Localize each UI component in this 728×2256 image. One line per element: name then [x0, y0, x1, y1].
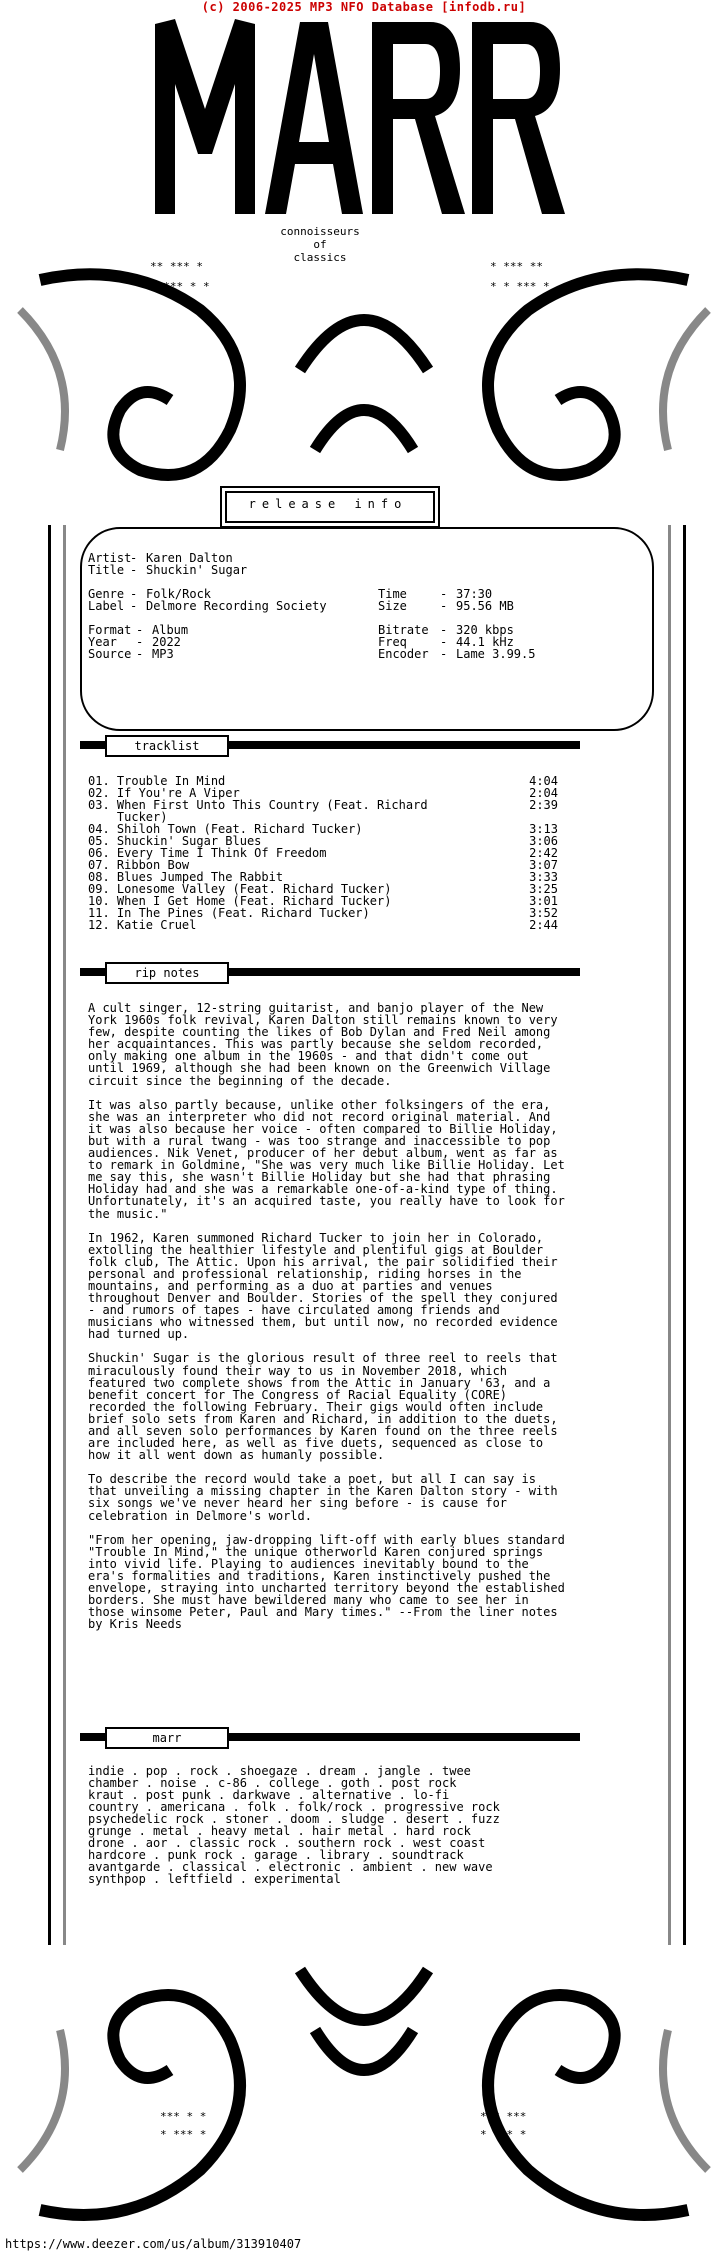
- track-duration: 3:52: [529, 906, 558, 920]
- rip-notes-paragraph: It was also partly because, unlike other folksingers of the era, she was an interpreter who did not record original material. And it was also because her voice - often compared to Billie Holiday, but with a rural twang - was too strange and inaccessible to pop audiences. Nik Venet, producer of her debut album, went as far as to remark in Goldmine, "She was very much like Billie Holiday. Let me say this, she wasn't Billie Holiday but she had that phrasing Holiday had and she was a remarkable one-of-a-kind type of thing. Unfortunately, it's an acquired taste, you really have to look for the music.": [88, 1097, 565, 1221]
- track-duration: 3:01: [529, 894, 558, 908]
- svg-text:* *** *: * *** *: [480, 2128, 527, 2141]
- genre-tag-line: psychedelic rock . stoner . doom . sludge . desert . fuzz: [88, 1812, 500, 1826]
- bitrate-value: 320 kbps: [456, 623, 514, 637]
- artist-value: Karen Dalton: [146, 551, 233, 565]
- artist-dash: -: [130, 551, 138, 565]
- svg-text:* *** * *: * *** * *: [150, 280, 210, 293]
- bitrate-label: Bitrate: [378, 623, 429, 637]
- track-title: 09. Lonesome Valley (Feat. Richard Tucker): [88, 882, 392, 896]
- genre-dash: -: [130, 587, 138, 601]
- artist-label: Artist: [88, 551, 132, 565]
- top-ornament-art: [0, 250, 728, 520]
- genre-tag-line: chamber . noise . c-86 . college . goth . post rock: [88, 1776, 457, 1790]
- left-rail: [48, 525, 66, 1945]
- right-rail: [668, 525, 686, 1945]
- track-title: 06. Every Time I Think Of Freedom: [88, 846, 327, 860]
- marr-section-bar: [80, 1727, 580, 1747]
- year-label: Year: [88, 635, 117, 649]
- track-duration: 2:44: [529, 918, 558, 932]
- freq-label: Freq: [378, 635, 407, 649]
- rip-notes-paragraph: To describe the record would take a poet, but all I can say is that unveiling a missing chapter in the Karen Dalton story - with six songs we've never heard her sing before - is cause for celebration in Delmore's world.: [88, 1472, 558, 1523]
- encoder-dash: -: [440, 647, 448, 661]
- track-row: [88, 919, 558, 931]
- album-url-link[interactable]: https://www.deezer.com/us/album/313910407: [5, 2237, 302, 2251]
- track-title: 08. Blues Jumped The Rabbit: [88, 870, 284, 884]
- size-label: Size: [378, 599, 407, 613]
- genre-tag-line: country . americana . folk . folk/rock . progressive rock: [88, 1800, 500, 1814]
- genre-label: Genre: [88, 587, 125, 601]
- track-title: 07. Ribbon Bow: [88, 858, 190, 872]
- source-label: Source: [88, 647, 132, 661]
- track-title: 03. When First Unto This Country (Feat. Richard: [88, 798, 428, 812]
- svg-text:*** * *: *** * *: [160, 2110, 207, 2123]
- svg-text:* *** **: * *** **: [490, 260, 543, 273]
- tagline-line-3: classics: [293, 251, 347, 264]
- marr-logo: [150, 14, 570, 219]
- source-value: MP3: [152, 647, 174, 661]
- year-dash: -: [136, 635, 144, 649]
- format-label: Format: [88, 623, 132, 637]
- encoder-value: Lame 3.99.5: [456, 647, 536, 661]
- track-title: 12. Katie Cruel: [88, 918, 197, 932]
- track-duration: 2:04: [529, 786, 558, 800]
- format-value: Album: [152, 623, 189, 637]
- freq-value: 44.1 kHz: [456, 635, 514, 649]
- track-title: 01. Trouble In Mind: [88, 774, 226, 788]
- rip-notes-paragraph: Shuckin' Sugar is the glorious result of three reel to reels that miraculously found their way to us in November 2018, which featured two complete shows from the Attic in January '63, and a benefit concert for The Congress of Racial Equality (CORE) recorded the following February. Their gigs would often include brief solo sets from Karen and Richard, in addition to the duets, and all seven solo performances by Karen found on the three reels are included here, as well as five duets, sequenced as close to how it all went down as humanly possible.: [88, 1351, 558, 1463]
- genre-tag-line: kraut . post punk . darkwave . alternative . lo-fi: [88, 1788, 450, 1802]
- rip-notes-section-bar: [80, 962, 580, 982]
- size-dash: -: [440, 599, 448, 613]
- svg-text:* * *** *: * * *** *: [490, 280, 550, 293]
- freq-dash: -: [440, 635, 448, 649]
- svg-text:* * ***: * * ***: [480, 2110, 527, 2123]
- marr-heading: marr: [105, 1727, 229, 1749]
- encoder-label: Encoder: [378, 647, 429, 661]
- label-value: Delmore Recording Society: [146, 599, 327, 613]
- size-value: 95.56 MB: [456, 599, 514, 613]
- genre-tag-line: hardcore . punk rock . garage . library . soundtrack: [88, 1848, 464, 1862]
- format-dash: -: [136, 623, 144, 637]
- rip-notes-heading: rip notes: [105, 962, 229, 984]
- tracklist-heading: tracklist: [105, 735, 229, 757]
- source-dash: -: [136, 647, 144, 661]
- track-duration: 2:39: [529, 798, 558, 812]
- copyright-banner: (c) 2006-2025 MP3 NFO Database [infodb.ru]: [201, 0, 527, 14]
- track-title: Tucker): [88, 810, 168, 824]
- bitrate-dash: -: [440, 623, 448, 637]
- year-value: 2022: [152, 635, 181, 649]
- bottom-ornament-art: [0, 1930, 728, 2230]
- tagline-line-2: of: [313, 238, 327, 251]
- track-title: 02. If You're A Viper: [88, 786, 240, 800]
- track-duration: 3:07: [529, 858, 558, 872]
- rip-notes-paragraph: In 1962, Karen summoned Richard Tucker to join her in Colorado, extolling the healthier lifestyle and plentiful gigs at Boulder folk club, The Attic. Upon his arrival, the pair solidified their personal and professional relationship, riding horses in the mountains, and performing as a duo at parties and venues throughout Denver and Boulder. Stories of the spell they conjured - and rumors of tapes - have circulated among friends and musicians who witnessed them, but until now, no recorded evidence had turned up.: [88, 1230, 558, 1342]
- track-duration: 4:04: [529, 774, 558, 788]
- label-dash: -: [130, 599, 138, 613]
- genre-tag-line: grunge . metal . heavy metal . hair metal . hard rock: [88, 1824, 471, 1838]
- title-label: Title: [88, 563, 125, 577]
- time-label: Time: [378, 587, 407, 601]
- genre-tags: [88, 1765, 572, 1885]
- rip-notes-paragraph: A cult singer, 12-string guitarist, and banjo player of the New York 1960s folk revival, Karen Dalton still remains known to very few, despite counting the likes of Bob Dylan and Fred Neil among her acquaintances. This was partly because she seldom recorded, only making one album in the 1960s - and that didn't come out until 1969, although she had been known on the Greenwich Village circuit since the beginning of the decade.: [88, 1001, 558, 1088]
- genre-value: Folk/Rock: [146, 587, 212, 601]
- time-value: 37:30: [456, 587, 493, 601]
- title-value: Shuckin' Sugar: [146, 563, 248, 577]
- title-dash: -: [130, 563, 138, 577]
- track-title: 10. When I Get Home (Feat. Richard Tucker): [88, 894, 392, 908]
- genre-tag-line: drone . aor . classic rock . southern rock . west coast: [88, 1836, 486, 1850]
- release-info-heading: release info: [248, 497, 408, 511]
- genre-tag-line: avantgarde . classical . electronic . ambient . new wave: [88, 1860, 493, 1874]
- svg-text:* *** *: * *** *: [160, 2128, 207, 2141]
- track-duration: 3:25: [529, 882, 558, 896]
- track-duration: 3:06: [529, 834, 558, 848]
- label-label: Label: [88, 599, 125, 613]
- track-duration: 3:13: [529, 822, 558, 836]
- rip-notes-text: [88, 1002, 572, 1642]
- tagline-line-1: connoisseurs: [280, 225, 360, 238]
- time-dash: -: [440, 587, 448, 601]
- genre-tag-line: indie . pop . rock . shoegaze . dream . jangle . twee: [88, 1764, 471, 1778]
- track-duration: 2:42: [529, 846, 558, 860]
- track-title: 05. Shuckin' Sugar Blues: [88, 834, 262, 848]
- track-duration: 3:33: [529, 870, 558, 884]
- track-title: 11. In The Pines (Feat. Richard Tucker): [88, 906, 370, 920]
- genre-tag-line: synthpop . leftfield . experimental: [88, 1872, 341, 1886]
- rip-notes-paragraph: "From her opening, jaw-dropping lift-off with early blues standard "Trouble In Mind," the unique otherworld Karen conjured springs into vivid life. Playing to audiences inevitably bound to the era's formalities and traditions, Karen instinctively pushed the envelope, straying into uncharted territory beyond the established borders. She must have bewildered many who came to see her in those winsome Peter, Paul and Mary times." --From the liner notes by Kris Needs: [88, 1532, 565, 1632]
- track-title: 04. Shiloh Town (Feat. Richard Tucker): [88, 822, 363, 836]
- svg-text:** *** *: ** *** *: [150, 260, 203, 273]
- tracklist-section-bar: [80, 735, 580, 755]
